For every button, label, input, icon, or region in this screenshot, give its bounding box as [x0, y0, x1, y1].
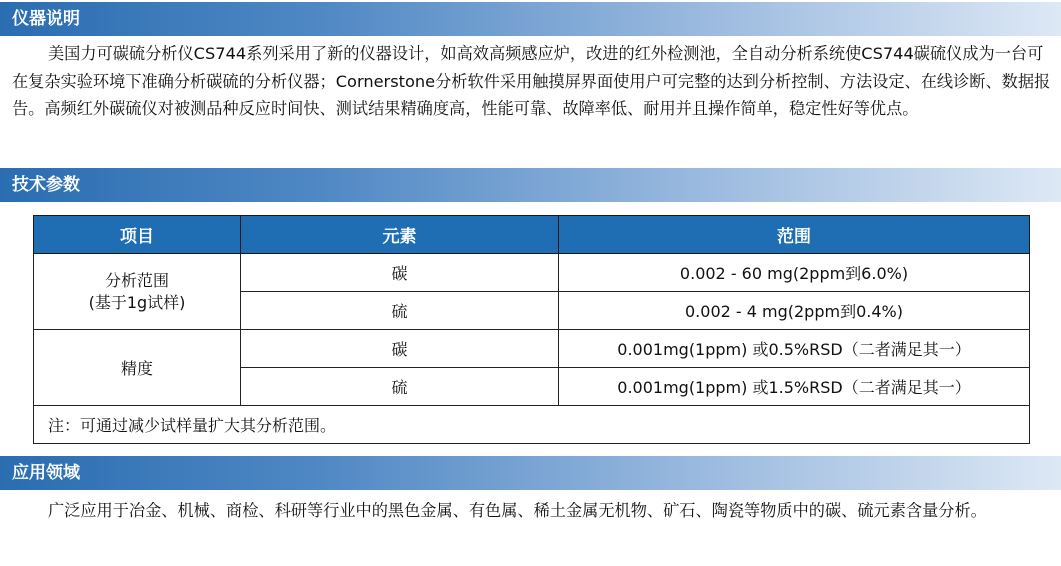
element-cell: 碳	[241, 330, 559, 368]
precision-label: 精度	[34, 330, 241, 406]
table-row	[34, 330, 1030, 368]
range-cell: 0.002 - 60 mg(2ppm到6.0%)	[559, 254, 1030, 292]
header-element: 元素	[241, 216, 559, 254]
range-cell: 0.001mg(1ppm) 或0.5%RSD（二者满足其一）	[559, 330, 1030, 368]
header-item: 项目	[34, 216, 241, 254]
table-row	[34, 254, 1030, 292]
instrument-description-paragraph: 美国力可碳硫分析仪CS744系列采用了新的仪器设计，如高效高频感应炉，改进的红外检测池，全自动分析系统使CS744碳硫仪成为一台可在复杂实验环境下准确分析碳硫的分析仪器；Cornerstone分析软件采用触摸屏界面使用户可完整的达到分析控制、方法设定、在线诊断、数据报告。高频红外碳硫仪对被测品种反应时间快、测试结果精确度高，性能可靠、故障率低、耐用并且操作简单，稳定性好等优点。	[12, 44, 1051, 118]
section-header-technical-parameters	[0, 168, 1061, 202]
table-note: 注：可通过减少试样量扩大其分析范围。	[34, 406, 1030, 444]
analysis-range-subtitle: (基于1g试样)	[88, 292, 186, 312]
range-cell: 0.002 - 4 mg(2ppm到0.4%)	[559, 292, 1030, 330]
technical-parameters-table	[33, 215, 1030, 444]
section-header-instrument-description	[0, 2, 1061, 36]
analysis-range-label	[34, 254, 241, 330]
table-header-row	[34, 216, 1030, 254]
element-cell: 碳	[241, 254, 559, 292]
table-note-row	[34, 406, 1030, 444]
section-title: 应用领域	[12, 463, 80, 483]
element-cell: 硫	[241, 368, 559, 406]
section-title: 仪器说明	[12, 9, 80, 29]
element-cell: 硫	[241, 292, 559, 330]
applications-paragraph: 广泛应用于冶金、机械、商检、科研等行业中的黑色金属、有色属、稀土金属无机物、矿石、陶瓷等物质中的碳、硫元素含量分析。	[48, 501, 987, 520]
range-cell: 0.001mg(1ppm) 或1.5%RSD（二者满足其一）	[559, 368, 1030, 406]
section-header-applications	[0, 456, 1061, 490]
analysis-range-title: 分析范围	[104, 270, 169, 290]
section-title: 技术参数	[12, 175, 80, 195]
header-range: 范围	[559, 216, 1030, 254]
